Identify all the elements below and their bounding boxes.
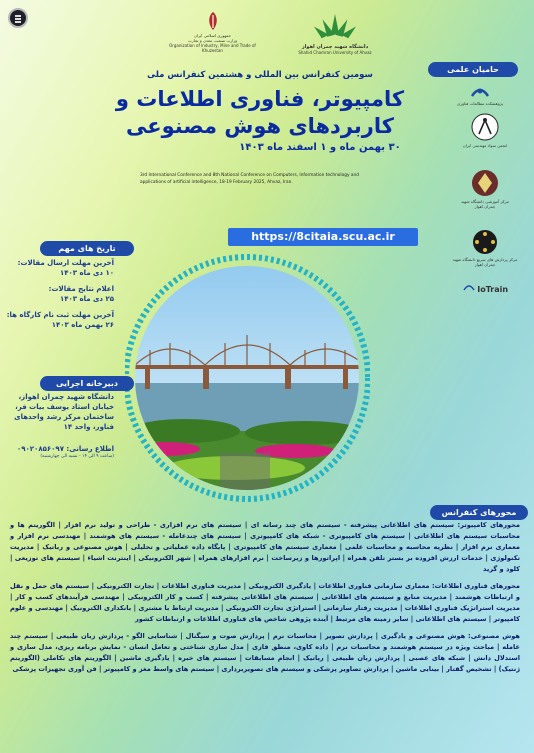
english-line-2: applications of artificial intelligence, 18-19 February 2025, Ahvaz, Iran.: [140, 180, 293, 185]
conference-subtitle: سومین کنفرانس بین المللی و هشتمین کنفرانس ملی: [147, 70, 373, 80]
topics-title: محورهای کنفرانس: [430, 505, 528, 520]
iotrain-icon: [462, 282, 476, 292]
university-emblem-icon: [305, 8, 365, 44]
sponsor-name-1: پژوهشکده مطالعات فناوری: [457, 101, 503, 106]
topics-computer: محورهای کامپیوتر: سیستم های اطلاعاتی پیشرفته - سیستم های چند رسانه ای | سیستم های نرم افزاری - طراحی و تولید نرم افزار | الگوریتم ها و محاسبات سیستم های اطلاعاتی | سیستم های کامپیوتری - شبکه های کامپیوتری | سیستم های چندعامله - سیستم های هوشمند | مهندسی نرم افزار و معماری نرم افزار | نظریه محاسبه و محاسبات علمی | معماری سیستم های کامپیوتری | پایگاه داده عملیاتی و تحلیلی | هوش مصنوعی و رباتیک | مدیریت تکنولوژی | خدمات ارزش افزوده بر بستر تلفن همراه | اپراتورها و زیرساخت | نرم افزارهای همراه | شهر الکترونیکی | اینترنت اشیاء | سیستم های توزیعی | کلود و گرید: [10, 521, 520, 573]
address-line-3: ساختمان مرکز رشد واحدهای: [14, 413, 114, 421]
conference-title-line1: کامپیوتر، فناوری اطلاعات و: [115, 87, 405, 111]
topics-section: [10, 520, 520, 675]
sponsor-name-2: انجمن سواد مهندسی ایران: [462, 143, 508, 148]
sponsors-title: حامیان علمی: [428, 62, 518, 77]
contact-phone[interactable]: اطلاع رسانی: ۰۹۰۲۰۸۵۶۰۹۷: [16, 445, 114, 453]
important-dates-list: [2, 258, 114, 330]
university-name-en: Shahid Chamran University of Ahvaz: [298, 50, 372, 55]
menu-icon-bar: [15, 21, 21, 23]
engineering-society-icon: [470, 112, 500, 142]
address-line-1: دانشگاه شهید چمران اهواز،: [18, 393, 114, 401]
ministry-logo: [165, 10, 260, 53]
sponsor-logo-4: [452, 228, 518, 267]
address-line-4: فناور، واحد ۱۴: [63, 423, 114, 431]
sponsor-logo-1: [440, 82, 520, 106]
english-description: [140, 172, 430, 186]
topics-it: محورهای فناوری اطلاعات: معماری سازمانی فناوری اطلاعات | یادگیری الکترونیکی | مدیریت فناوری اطلاعات | تجارت الکترونیکی | سیستم های حمل و نقل و ارتباطات هوشمند | مدیریت منابع و سیستم های اطلاعاتی | سیستم های اطلاعاتی پیشرفته | کسب و کار الکترونیکی | مهندسی فرآیندهای کسب و کار | مدیریت استراتژیک فناوری اطلاعات | مدیریت رفتار سازمانی | استراتژی تجارت الکترونیکی | مدیریت ارتباط با مشتری | بانکداری الکترونیک | مهندسی و علوم کامپیوتر | سیستم های اطلاعاتی | سایر زمینه های مرتبط | آینده پژوهی شاخص های فناوری اطلاعات و ارتباطات کشور: [10, 582, 520, 623]
university-name-fa: دانشگاه شهید چمران اهواز: [301, 44, 369, 50]
conference-dates-fa: ۳۰ بهمن ماه و ۱ اسفند ماه ۱۴۰۳: [239, 142, 401, 153]
ministry-name-fa-1: جمهوری اسلامی ایران: [193, 33, 232, 38]
sponsor-name-5: IoTrain: [477, 285, 509, 294]
bridge-illustration: [125, 253, 370, 503]
menu-button[interactable]: [8, 8, 28, 28]
menu-icon-bar: [15, 18, 21, 20]
menu-icon-bar: [15, 15, 21, 17]
date-value-results: ۲۵ دی ماه ۱۴۰۳: [59, 295, 114, 303]
topics-ai: هوش مصنوعی: هوش مصنوعی و یادگیری | پردازش تصویر | محاسبات نرم | پردازش صوت و سیگنال | شناسایی الگو - پردازش زبان طبیعی | سیستم چند عامله | مباحث ویژه در سیستم هوشمند و محاسبات نرم | داده کاوی، منطق فازی | مدل سازی شناختی و تعامل انسان - نمایش برنامه ریزی، مدل سازی و استدلال دانش | شبکه های عصبی | پردازش زبان طبیعی | رباتیک | انجام مسابقات | سیستم های خبره | یادگیری ماشین | الگوریتم های تکاملی (الگوریتم ژنتیک) | تشخیص گفتار | بینایی ماشین | پردازش تصاویر پزشکی و سیستم های تصویربرداری | سیستم های واسط مغز و کامپیوتر | فن آوری تجهیزات پزشکی: [10, 632, 520, 673]
sponsor-logo-2: [455, 112, 515, 148]
secretariat-title: دبیرخانه اجرایی: [40, 376, 134, 391]
sponsor-name-4: مرکز پردازش های سریع دانشگاه شهید چمران اهواز: [452, 257, 518, 267]
sponsor-name-3: مرکز آموزشی دانشگاه شهید چمران اهواز: [461, 199, 509, 209]
date-value-submission: ۱۰ دی ماه ۱۴۰۳: [59, 269, 114, 277]
university-logo: [280, 8, 390, 55]
iran-emblem-icon: [202, 10, 224, 32]
ministry-name-en: Organization of Industry, Mine and Trade of Khuzestan: [169, 43, 256, 53]
conference-title-line2: کاربردهای هوش مصنوعی: [126, 114, 394, 138]
conference-url-link[interactable]: https://8citaia.scu.ac.ir: [228, 228, 418, 246]
sponsor-logo-3: [455, 168, 515, 209]
secretariat-address: [2, 392, 114, 459]
date-value-workshop: ۲۶ بهمن ماه ۱۴۰۳: [51, 321, 114, 329]
ministry-name-fa-2: وزارت صنعت، معدن و تجارت: [187, 38, 238, 43]
hpc-center-icon: [469, 228, 501, 256]
english-line-1: 3rd International Conference and 8th National Conference on Computers, Information technology and: [140, 173, 359, 178]
education-center-icon: [470, 168, 500, 198]
date-label-workshop: آخرین مهلت ثبت نام کارگاه ها:: [6, 311, 114, 319]
contact-hours: (ساعت ۹ الی ۱۴ - شنبه الی چهارشنبه): [40, 454, 114, 459]
date-label-results: اعلام نتایج مقالات:: [48, 285, 114, 293]
research-institute-icon: [468, 82, 492, 100]
bridge-photo: [125, 253, 370, 503]
sponsor-logo-5: [452, 282, 518, 293]
date-label-submission: آخرین مهلت ارسال مقالات:: [17, 259, 114, 267]
important-dates-title: تاریخ های مهم: [40, 241, 134, 256]
address-line-2: خیابان استاد یوسف بیات فر،: [15, 403, 114, 411]
